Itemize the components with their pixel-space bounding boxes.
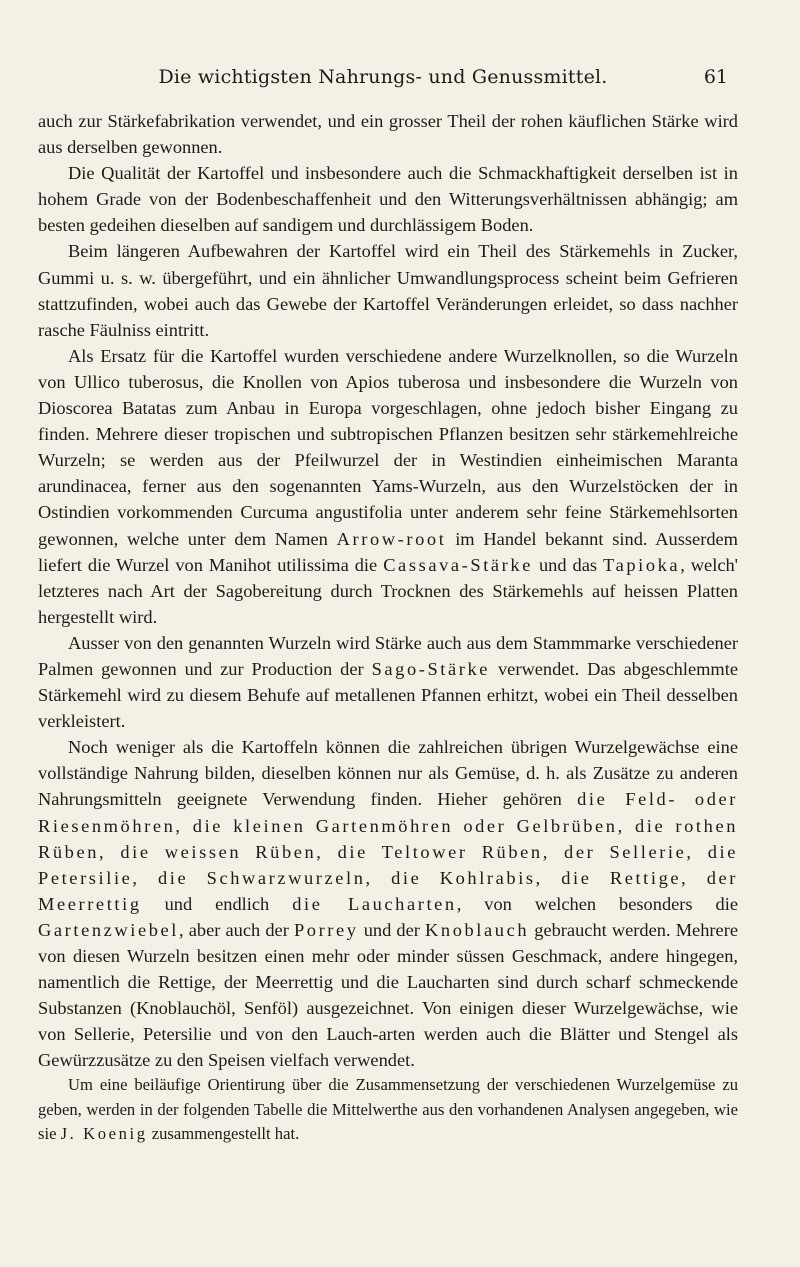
paragraph — [38, 1073, 738, 1146]
paragraph — [38, 108, 738, 160]
page-number: 61 — [703, 66, 728, 88]
spaced-term: Arrow-root — [336, 528, 447, 549]
text-run: und das — [532, 554, 604, 575]
text-run: auch zur Stärkefabrikation verwendet, und ein grosser Theil der rohen käuflichen Stärke wird aus derselben gewonnen. — [38, 111, 738, 158]
running-header — [38, 62, 728, 92]
text-run: Die Qualität der Kartoffel und insbesondere auch die Schmackhaftigkeit derselben ist in hohem Grade von der Bodenbeschaffenheit und den Witterungsverhältnissen abhängig; am besten gedeihen dieselben auf sandigem und durchlässigem Boden. — [38, 163, 738, 236]
text-run: gebraucht werden. Mehrere von diesen Wurzeln besitzen einen mehr oder minder süssen Geschmack, andere hingegen, namentlich die Rettige, der Meerrettig und die Laucharten sind durch scharf schmeckende Substanzen (Knoblauchöl, Senföl) ausgezeichnet. Von einigen dieser Wurzelgewächse, wie von Sellerie, Petersilie und von den Lauch-arten werden auch die Blätter und Stengel als Gewürzzusätze zu den Speisen vielfach verwendet. — [38, 919, 738, 1071]
text-run: zusammengestellt hat. — [147, 1124, 300, 1144]
paragraph — [38, 734, 738, 1073]
text-run: Um eine beiläufige Orientirung über die Zusammensetzung der verschiedenen Wurzelgemüse zu geben, werden in der folgenden Tabelle die Mittelwerthe aus den vorhandenen Analysen angegeben, wie sie — [38, 1075, 738, 1144]
paragraph — [38, 238, 738, 342]
spaced-term: Knoblauch — [425, 919, 530, 940]
running-title: Die wichtigsten Nahrungs- und Genussmittel. — [158, 66, 608, 88]
spaced-term: die Feld- oder Riesenmöhren, die kleinen Gartenmöhren oder Gelbrüben, die rothen Rüben, die weissen Rüben, die Teltower Rüben, der Sellerie, die Petersilie, die Schwarzwurzeln, die Kohlrabis, die Rettige, der Meerrettig — [38, 789, 738, 914]
text-run: und endlich — [141, 893, 293, 914]
text-run: Noch weniger als die Kartoffeln können die zahlreichen übrigen Wurzelgewächse eine vollständige Nahrung bilden, dieselben können nur als Gemüse, d. h. als Zusätze zu anderen Nahrungsmitteln geeignete Verwendung finden. Hieher gehören — [38, 737, 738, 810]
text-run: und der — [358, 919, 426, 940]
spaced-term: J. Koenig — [60, 1124, 148, 1144]
spaced-term: Tapioka — [603, 554, 681, 575]
spaced-term: Gartenzwiebel — [38, 919, 180, 940]
text-run: , von welchen besonders die — [456, 893, 739, 914]
text-run: Ausser von den genannten Wurzeln wird Stärke auch aus dem Stammmarke verschiedener Palmen gewonnen und zur Production der — [38, 632, 738, 679]
text-run: , welch' letzteres nach Art der Sagobereitung durch Trocknen des Stärkemehls auf heissen Platten hergestellt wird. — [38, 554, 738, 627]
body-text — [38, 108, 738, 1147]
paragraph — [38, 160, 738, 238]
spaced-term: Cassava-Stärke — [383, 554, 533, 575]
paragraph — [38, 630, 738, 734]
text-run: im Handel bekannt sind. Ausserdem liefert die Wurzel von Manihot utilissima die — [38, 528, 738, 575]
text-run: verwendet. Das abgeschlemmte Stärkemehl wird zu diesem Behufe auf metallenen Pfannen erhitzt, wobei ein Theil desselben verkleistert. — [38, 658, 739, 732]
spaced-term: die Laucharten — [292, 893, 457, 914]
spaced-term: Sago-Stärke — [371, 658, 491, 679]
paragraph — [38, 343, 738, 630]
text-run: , aber auch der — [179, 919, 294, 940]
text-run: Als Ersatz für die Kartoffel wurden verschiedene andere Wurzelknollen, so die Wurzeln von Ullico tuberosus, die Knollen von Apios tuberosa und insbesondere die Wurzeln von Dioscorea Batatas zum Anbau in Europa vorgeschlagen, ohne jedoch bisher Eingang zu finden. Mehrere dieser tropischen und subtropischen Pflanzen besitzen sehr stärkemehlreiche Wurzeln; se werden aus der Pfeilwurzel der in Westindien einheimischen Maranta arundinacea, ferner aus den sogenannten Yams-Wurzeln, aus den Wurzelstöcken der in Ostindien vorkommenden Curcuma angustifolia unter anderem sehr feine Stärkemehlsorten gewonnen, welche unter dem Namen — [38, 345, 738, 549]
text-run: Beim längeren Aufbewahren der Kartoffel wird ein Theil des Stärkemehls in Zucker, Gummi u. s. w. übergeführt, und ein ähnlicher Umwandlungsprocess scheint beim Gefrieren stattzufinden, wobei auch das Gewebe der Kartoffel Veränderungen erleidet, so dass nachher rasche Fäulniss eintritt. — [38, 241, 738, 340]
spaced-term: Porrey — [293, 919, 359, 940]
